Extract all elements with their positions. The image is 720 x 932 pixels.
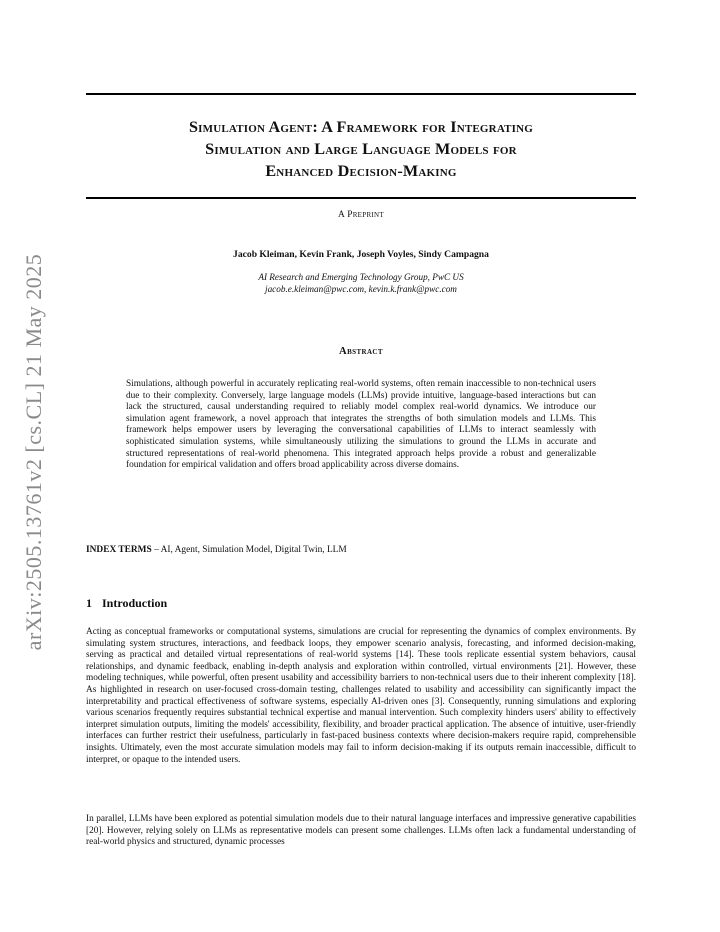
index-terms [86, 545, 636, 555]
title-line-3: Enhanced Decision-Making [265, 162, 457, 180]
index-terms-label: INDEX TERMS [86, 545, 152, 555]
author-list: Jacob Kleiman, Kevin Frank, Joseph Voyles, Sindy Campagna [233, 249, 489, 260]
author-affiliation-block [86, 271, 636, 295]
paper-title [86, 116, 636, 182]
section-title: Introduction [102, 596, 168, 610]
abstract-body: Simulations, although powerful in accurately replicating real-world systems, often remain inaccessible to non-technical users due to their complexity. Conversely, large language models (LLMs) provide intuitive, language-based interactions but can lack the structured, causal understanding required to reliably model complex real-world dynamics. We introduce our simulation agent framework, a novel approach that integrates the strengths of both simulation models and LLMs. This framework helps empower users by leveraging the conversational capabilities of LLMs to interact seamlessly with sophisticated simulation systems, while simultaneously utilizing the simulations to ground the LLMs in accurate and structured representations of real-world phenomena. This integrated approach helps provide a robust and generalizable foundation for empirical validation and offers broad applicability across diverse domains. [126, 379, 596, 471]
section-number: 1 [86, 596, 92, 610]
title-top-rule [86, 93, 636, 95]
title-line-2: Simulation and Large Language Models for [205, 140, 517, 158]
section-heading-introduction [86, 596, 636, 611]
title-bottom-rule [86, 197, 636, 199]
intro-paragraph-1: Acting as conceptual frameworks or computational systems, simulations are crucial for representing the dynamics of complex environments. By simulating system structures, interactions, and feedback loops, they empower scenario analysis, forecasting, and informed decision-making, serving as practical and detailed virtual representations of real-world systems [14]. These tools replicate essential system behaviors, causal relationships, and dynamic feedback, enabling in-depth analysis and exploration within controlled, virtual environments [21]. However, these modeling techniques, while powerful, often present usability and accessibility barriers to non-technical users due to their inherent complexity [18]. As highlighted in research on user-focused cross-domain testing, challenges related to usability and accessibility can significantly impact the interpretability and practical effectiveness of software systems, especially AI-driven ones [3]. Consequently, running simulations and exploring various scenarios frequently requires substantial technical expertise and manual intervention. Such complexity hinders users' ability to effectively interpret simulation outputs, limiting the models' accessibility, flexibility, and broader practical application. The absence of intuitive, user-friendly interfaces can further restrict their usefulness, particularly in fast-paced business contexts where decision-makers require rapid, comprehensible insights. Ultimately, even the most accurate simulation models may fail to inform decision-making if its outputs remain inaccessible, difficult to interpret, or opaque to the intended users. [86, 627, 636, 765]
author-emails: jacob.e.kleiman@pwc.com, kevin.k.frank@pwc.com [265, 284, 457, 294]
intro-paragraph-2: In parallel, LLMs have been explored as potential simulation models due to their natural language interfaces and impressive generative capabilities [20]. However, relying solely on LLMs as representative models can present some challenges. LLMs often lack a fundamental understanding of real-world physics and structured, dynamic processes [86, 814, 636, 848]
abstract-heading: Abstract [339, 346, 383, 357]
index-terms-text: – AI, Agent, Simulation Model, Digital Twin, LLM [151, 545, 347, 555]
title-line-1: Simulation Agent: A Framework for Integrating [188, 118, 534, 136]
preprint-label: A Preprint [338, 210, 384, 220]
arxiv-identifier-stamp: arXiv:2505.13761v2 [cs.CL] 21 May 2025 [21, 253, 46, 651]
affiliation: AI Research and Emerging Technology Group, PwC US [258, 272, 464, 282]
